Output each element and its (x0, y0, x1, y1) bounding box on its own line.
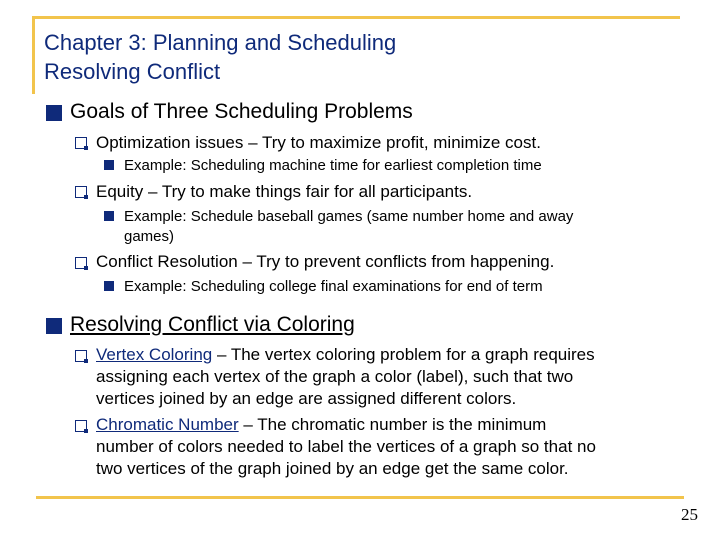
filled-square-bullet-icon (46, 105, 62, 121)
chromatic-number-text: – The chromatic number is the minimum (238, 415, 547, 434)
vertex-coloring-link[interactable]: Vertex Coloring (96, 345, 213, 364)
vertex-coloring-text: – The vertex coloring problem for a graph requires (212, 345, 595, 364)
goal-conflict-resolution: Conflict Resolution – Try to prevent conflicts from happening. (96, 252, 555, 271)
example-equity-line1: Example: Schedule baseball games (same number home and away (124, 208, 574, 225)
hollow-box-bullet-icon (75, 350, 87, 362)
hollow-box-bullet-icon (75, 257, 87, 269)
section2-heading (70, 313, 355, 337)
example-optimization: Example: Scheduling machine time for earliest completion time (124, 157, 542, 174)
slide-title-line2: Resolving Conflict (44, 59, 221, 84)
small-square-bullet-icon (104, 211, 114, 221)
hollow-box-bullet-icon (75, 186, 87, 198)
filled-square-bullet-icon (46, 318, 62, 334)
small-square-bullet-icon (104, 281, 114, 291)
goal-equity: Equity – Try to make things fair for all participants. (96, 182, 473, 201)
section2-heading-text: Resolving Conflict via Coloring (70, 313, 355, 336)
hollow-box-bullet-icon (75, 137, 87, 149)
small-square-bullet-icon (104, 160, 114, 170)
slide-title-line1: Chapter 3: Planning and Scheduling (44, 30, 397, 55)
bottom-rule (36, 496, 684, 499)
chromatic-number-link[interactable]: Chromatic Number (96, 415, 239, 434)
top-rule (32, 16, 680, 19)
example-conflict-resolution: Example: Scheduling college final examinations for end of term (124, 278, 543, 295)
vertex-coloring-line1 (96, 344, 595, 366)
hollow-box-bullet-icon (75, 420, 87, 432)
chromatic-number-line3: two vertices of the graph joined by an edge get the same color. (96, 459, 569, 478)
section1-heading: Goals of Three Scheduling Problems (70, 100, 413, 123)
vertex-coloring-line2: assigning each vertex of the graph a color (label), such that two (96, 367, 574, 386)
chromatic-number-line1 (96, 414, 546, 436)
slide-title (44, 28, 396, 86)
page-number: 25 (681, 505, 698, 524)
left-rule (32, 16, 35, 94)
example-equity-line2: games) (124, 228, 175, 245)
vertex-coloring-line3: vertices joined by an edge are assigned different colors. (96, 389, 517, 408)
chromatic-number-line2: number of colors needed to label the vertices of a graph so that no (96, 437, 596, 456)
goal-optimization: Optimization issues – Try to maximize profit, minimize cost. (96, 133, 541, 152)
